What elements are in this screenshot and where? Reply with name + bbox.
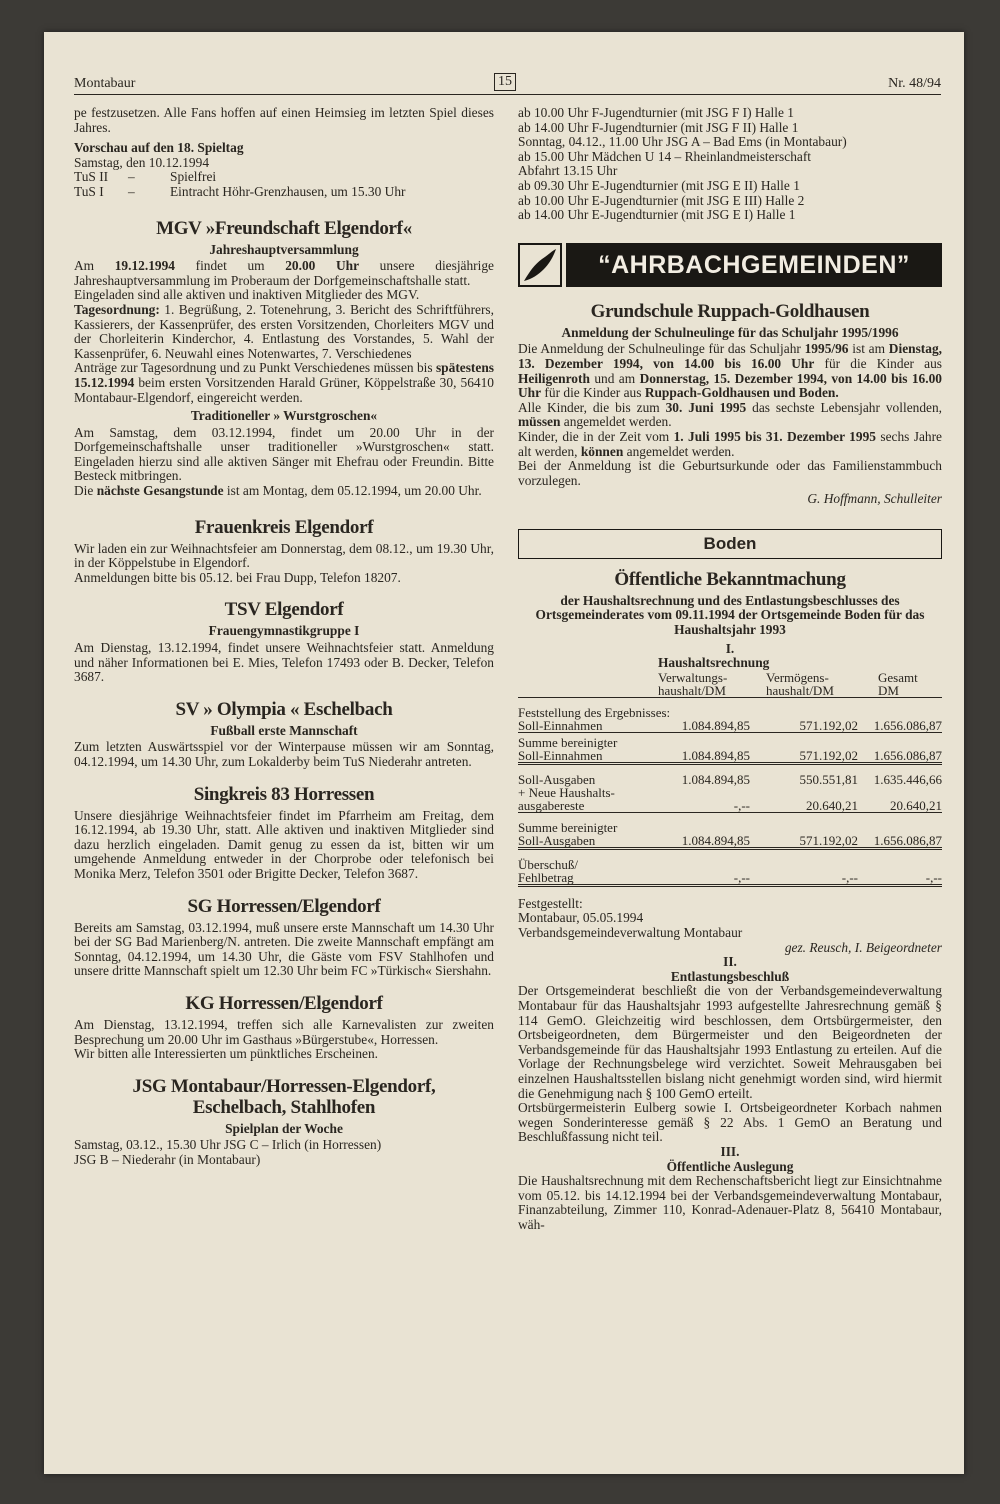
singkreis-title: Singkreis 83 Horressen xyxy=(193,783,375,805)
sv-paragraph: Zum letzten Auswärtsspiel vor der Winterpause müssen wir am Sonntag, 04.12.1994, um 14.30 Uhr, zum Lokalderby beim TuS Niederahr antreten. xyxy=(74,739,494,769)
preview-date: Samstag, den 10.12.1994 xyxy=(74,154,210,170)
text: ist am xyxy=(848,341,889,357)
fixture-text: Eintracht Höhr-Grenzhausen, um 15.30 Uhr xyxy=(170,183,406,199)
table-header-row xyxy=(518,671,942,698)
text-bold: Ruppach-Goldhausen und Boden. xyxy=(644,385,839,401)
header-town: Montabaur xyxy=(74,76,136,91)
display-paragraph: Die Haushaltsrechnung mit dem Rechenschaftsbericht liegt zur Einsichtnahme vom 05.12. bis 14.12.1994 bei der Verbandsgemeindeverwaltung Montabaur, Finanzabteilung, Zimmer 110, Konrad-Adenauer-Platz 8, 56410 Montabaur, wäh- xyxy=(518,1173,942,1232)
sg-paragraph: Bereits am Samstag, 03.12.1994, muß unsere erste Mannschaft um 14.30 Uhr bei der SG Bad Marienberg/N. antreten. Die zweite Mannschaft empfängt am Sonntag, 04.12.1994, um 14.30 Uhr, die Gäste vom FSV Stahlhofen und unsere dritte Mannschaft spielt um 12.30 Uhr beim FC »Türkisch« Siershahn. xyxy=(74,919,494,979)
sv-subtitle: Fußball erste Mannschaft xyxy=(210,722,358,738)
text: Die xyxy=(74,483,97,499)
text: 1. Begrüßung, 2. Totenehrung, 3. Bericht des Schriftführers, Kassierers, der Kassenprüfer, des ersten Vorsitzenden, Chorleiters MGV und der Chorleiterin Kinderchor, 4. Entlastung des Vorstandes, 5. Wahl der Kassenprüfer, 6. Neuwahl eines Notenwartes, 7. Verschiedenes xyxy=(74,301,494,361)
text: und am xyxy=(589,370,640,386)
text-bold: 19.12.1994 xyxy=(114,258,175,274)
cell-value: 20.640,21 xyxy=(858,799,942,813)
budget-table xyxy=(518,671,942,887)
row-label: ausgabereste xyxy=(518,799,650,813)
column-header: Verwaltungs- haushalt/DM xyxy=(650,671,750,698)
kg-paragraph: Am Dienstag, 13.12.1994, treffen sich alle Karnevalisten zur zweiten Besprechung um 20.00 Uhr im Gasthaus »Bürgerstube«, Horressen. xyxy=(74,1016,494,1047)
sv-title: SV » Olympia « Eschelbach xyxy=(175,698,393,720)
kg-title: KG Horressen/Elgendorf xyxy=(185,992,383,1014)
frauenkreis-title: Frauenkreis Elgendorf xyxy=(194,516,374,538)
cell-value: 1.656.086,87 xyxy=(858,749,942,764)
cell-value: -,-- xyxy=(650,799,750,813)
left-column xyxy=(74,106,494,1168)
deputy-signature: gez. Reusch, I. Beigeordneter xyxy=(784,939,942,955)
section-title: Entlastungsbeschluß xyxy=(670,968,790,984)
fixed-label: Festgestellt: xyxy=(518,895,583,911)
text-bold: 20.00 Uhr xyxy=(285,258,360,274)
section-numeral: I. xyxy=(725,640,735,656)
grundschule-paragraph xyxy=(518,342,942,400)
table-row xyxy=(518,749,942,764)
row-label: Soll-Einnahmen xyxy=(518,749,650,764)
fixture-team: TuS I xyxy=(74,183,104,199)
jsg-subtitle: Spielplan der Woche xyxy=(225,1120,343,1136)
grundschule-paragraph: Bei der Anmeldung ist die Geburtsurkunde oder das Familienstammbuch vorzulegen. xyxy=(518,458,942,488)
table-row xyxy=(518,773,942,786)
text-bold: spätestens 15.12.1994 xyxy=(74,360,494,390)
mgv-paragraph: Eingeladen sind alle aktiven und inaktiven Mitglieder des MGV. xyxy=(74,287,420,303)
page-header xyxy=(74,76,941,95)
region-logo-icon xyxy=(518,243,562,287)
schedule-line: ab 15.00 Uhr Mädchen U 14 – Rheinlandmeisterschaft xyxy=(518,148,812,164)
fixture-team: TuS II xyxy=(74,169,109,185)
table-row xyxy=(518,786,942,799)
cell-value: 1.084.894,85 xyxy=(650,749,750,764)
mgv-paragraph xyxy=(74,361,494,405)
text: ist am Montag, dem 05.12.1994, um 20.00 Uhr. xyxy=(223,483,482,499)
jsg-line: JSG B – Niederahr (in Montabaur) xyxy=(74,1151,261,1167)
frauenkreis-paragraph: Anmeldungen bitte bis 05.12. bei Frau Dupp, Telefon 18207. xyxy=(74,569,401,585)
frauenkreis-paragraph: Wir laden ein zur Weihnachtsfeier am Donnerstag, dem 08.12., um 19.30 Uhr, in der Köppelstube in Elgendorf. xyxy=(74,540,494,571)
announcement-title: Öffentliche Bekanntmachung xyxy=(614,568,846,590)
text-bold: Tagesordnung: xyxy=(74,301,160,317)
section-title: Haushaltsrechnung xyxy=(658,655,770,671)
section-numeral: II. xyxy=(723,954,737,970)
text-bold: müssen xyxy=(518,414,561,430)
issue-number: Nr. 48/94 xyxy=(888,76,941,91)
schedule-line: Sonntag, 04.12., 11.00 Uhr JSG A – Bad Ems (in Montabaur) xyxy=(518,134,847,150)
column-header: Vermögens- haushalt/DM xyxy=(750,671,858,698)
cell-value: 571.192,02 xyxy=(750,719,858,733)
table-row xyxy=(518,858,942,871)
tsv-title: TSV Elgendorf xyxy=(224,599,344,621)
row-label: Soll-Einnahmen xyxy=(518,719,650,733)
cell-value: 1.656.086,87 xyxy=(858,719,942,733)
table-row xyxy=(518,821,942,834)
cell-value: 550.551,81 xyxy=(799,771,858,787)
resolution-paragraph: Der Ortsgemeinderat beschließt die von der Verbandsgemeindeverwaltung Montabaur für das Haushaltsjahr 1993 aufgestellte Jahresrechnung gemäß § 114 GemO. Gleichzeitig wird beschlossen, dem Ortsbürgermeister, den Ortsbeigeordneten, dem Bürgermeister und den Beigeordneten der Verbandsgemeinde für das Haushaltsjahr 1993 Entlastung zu erteilen. Auf die Vorlage der Rechnungsbelege wird verzichtet. Soweit Mehrausgaben bei einzelnen Haushaltsstellen bislang nicht genehmigt worden sind, wird hiermit die Genehmigung nach § 100 GemO erteilt. xyxy=(518,983,942,1101)
preview-title: Vorschau auf den 18. Spieltag xyxy=(74,140,244,156)
text: sechs Jahre alt werden, xyxy=(518,428,943,459)
resolution-paragraph: Ortsbürgermeisterin Eulberg sowie I. Ortsbeigeordneter Korbach nahmen wegen Sonderinteresse gemäß § 22 Abs. 1 GemO an Beratung und Beschlußfassung nicht teil. xyxy=(518,1100,942,1145)
text-bold: Donnerstag, 15. Dezember 1994, von 14.00 bis 16.00 Uhr xyxy=(518,370,942,401)
mgv-subtitle: Jahreshauptversammlung xyxy=(209,241,359,257)
fixture-row xyxy=(74,170,494,185)
sg-title: SG Horressen/Elgendorf xyxy=(187,895,381,917)
fixture-row xyxy=(74,185,494,200)
text-bold: Heiligenroth xyxy=(518,370,590,386)
cell-value: 1.084.894,85 xyxy=(650,719,750,733)
administration: Verbandsgemeindeverwaltung Montabaur xyxy=(518,925,743,941)
text: das sechste Lebensjahr vollenden, xyxy=(746,399,943,415)
cell-value: 571.192,02 xyxy=(750,749,858,764)
text: Anträge zur Tagesordnung und zu Punkt Verschiedenes müssen bis xyxy=(74,360,436,376)
cell-value: 1.084.894,85 xyxy=(650,834,750,849)
schedule-line: ab 10.00 Uhr F-Jugendturnier (mit JSG F I) Halle 1 xyxy=(518,105,794,120)
row-label: Feststellung des Ergebnisses: xyxy=(518,704,671,720)
schedule-line: ab 14.00 Uhr F-Jugendturnier (mit JSG F II) Halle 1 xyxy=(518,119,799,135)
jsg-line: Samstag, 03.12., 15.30 Uhr JSG C – Irlich (in Horressen) xyxy=(74,1137,382,1153)
singkreis-paragraph: Unsere diesjährige Weihnachtsfeier findet im Pfarrheim am Freitag, dem 16.12.1994, ab 19.30 Uhr, statt. Alle aktiven und inaktiven Mitglieder sind dazu herzlich eingeladen. Damit genug zu essen da ist, bitten wir um umgehende Anmeldung entweder in der Chorprobe oder telefonisch bei Monika Merz, Telefon 3501 oder Brigitte Decker, Telefon 3687. xyxy=(74,807,494,881)
text: Alle Kinder, die bis zum xyxy=(518,399,666,415)
mgv-paragraph xyxy=(74,259,494,288)
text: unsere diesjährige Jahreshauptversammlung im Proberaum der Dorfgemeinschaftshalle statt. xyxy=(74,258,494,288)
cell-value: -,-- xyxy=(650,871,750,886)
row-label: + Neue Haushalts- xyxy=(518,784,615,800)
row-label: Summe bereinigter xyxy=(518,819,618,835)
text: Kinder, die in der Zeit vom xyxy=(518,428,674,444)
row-label: Überschuß/ xyxy=(518,856,578,872)
fixture-dash: – xyxy=(128,169,135,185)
mgv-agenda xyxy=(74,303,494,361)
cell-value: -,-- xyxy=(858,871,942,886)
mgv-paragraph: Am Samstag, dem 03.12.1994, findet um 20.00 Uhr in der Dorfgemeinschaftshalle unser traditioneller »Wurstgroschen« statt. Eingeladen hierzu sind alle aktiven Sänger mit Ehefrau oder Freundin. Bitte Besteck mitbringen. xyxy=(74,424,494,484)
column-header: Gesamt DM xyxy=(858,671,942,698)
section-banner xyxy=(518,243,942,287)
grundschule-signature: G. Hoffmann, Schulleiter xyxy=(807,491,942,507)
fixture-dash: – xyxy=(128,183,135,199)
text-bold: 30. Juni 1995 xyxy=(665,399,747,415)
announcement-subtitle: der Haushaltsrechnung und des Entlastungsbeschlusses des Ortsgemeinderates vom 09.11.1994 der Ortsgemeinde Boden für das Haushaltsjahr 1993 xyxy=(535,592,925,638)
row-label: Fehlbetrag xyxy=(518,871,650,886)
cell-value: 1.656.086,87 xyxy=(858,834,942,849)
tsv-paragraph: Am Dienstag, 13.12.1994, findet unsere Weihnachtsfeier statt. Anmeldung und näher Informationen bei E. Mies, Telefon 17493 oder B. Decker, Telefon 3687. xyxy=(74,640,494,685)
text: Am xyxy=(74,258,115,274)
newspaper-page xyxy=(44,32,964,1474)
grundschule-title: Grundschule Ruppach-Goldhausen xyxy=(590,300,870,322)
table-row xyxy=(518,834,942,849)
text: für die Kinder aus xyxy=(541,385,645,401)
text: beim ersten Vorsitzenden Harald Grüner, Köppelstraße 30, 56410 Montabaur-Elgendorf, eingereicht werden. xyxy=(74,374,494,405)
table-row xyxy=(518,799,942,813)
text-bold: Dienstag, 13. Dezember 1994, von 14.00 bis 16.00 Uhr xyxy=(518,341,942,371)
section-numeral: III. xyxy=(720,1143,740,1159)
grundschule-paragraph xyxy=(518,401,942,430)
mgv-subtitle-2: Traditioneller » Wurstgroschen« xyxy=(190,408,378,424)
table-row xyxy=(518,732,942,749)
schedule-line: ab 10.00 Uhr E-Jugendturnier (mit JSG E III) Halle 2 xyxy=(518,192,805,208)
text: findet um xyxy=(174,258,286,274)
preview-block xyxy=(74,141,494,199)
section-title: Öffentliche Auslegung xyxy=(666,1158,794,1174)
cell-value: -,-- xyxy=(750,871,858,886)
intro-text: pe festzusetzen. Alle Fans hoffen auf einen Heimsieg im letzten Spiel dieses Jahres. xyxy=(74,105,494,135)
text: Die Anmeldung der Schulneulinge für das Schuljahr xyxy=(518,341,805,357)
row-label: Summe bereinigter xyxy=(518,734,618,750)
row-label: Soll-Ausgaben xyxy=(518,771,596,787)
cell-value: 1.635.446,66 xyxy=(873,771,942,787)
schedule-line: ab 14.00 Uhr E-Jugendturnier (mit JSG E I) Halle 1 xyxy=(518,207,796,223)
schedule-line: ab 09.30 Uhr E-Jugendturnier (mit JSG E II) Halle 1 xyxy=(518,177,800,193)
table-row xyxy=(518,871,942,886)
table-row xyxy=(518,706,942,719)
cell-value: 571.192,02 xyxy=(750,834,858,849)
tsv-subtitle: Frauengymnastikgruppe I xyxy=(208,623,360,639)
schedule-line: Abfahrt 13.15 Uhr xyxy=(518,163,618,179)
text-bold: 1. Juli 1995 bis 31. Dezember 1995 xyxy=(673,428,876,444)
mgv-title: MGV »Freundschaft Elgendorf« xyxy=(156,217,412,239)
mgv-paragraph xyxy=(74,484,494,499)
text-bold: 1995/96 xyxy=(804,341,849,357)
right-column xyxy=(518,106,942,1233)
page-number: 15 xyxy=(494,73,516,91)
kg-paragraph: Wir bitten alle Interessierten um pünktliches Erscheinen. xyxy=(74,1046,378,1062)
table-row xyxy=(518,719,942,733)
grundschule-subtitle: Anmeldung der Schulneulinge für das Schuljahr 1995/1996 xyxy=(561,324,899,340)
boden-section-box: Boden xyxy=(518,529,942,559)
text-bold: nächste Gesangstunde xyxy=(96,483,224,499)
text-bold: können xyxy=(580,443,624,459)
banner-title: “AHRBACHGEMEINDEN” xyxy=(566,243,942,287)
row-label: Soll-Ausgaben xyxy=(518,834,650,849)
cell-value: 1.084.894,85 xyxy=(681,771,750,787)
fixture-text: Spielfrei xyxy=(170,169,217,185)
text: für die Kinder aus xyxy=(814,355,942,371)
cell-value: 20.640,21 xyxy=(750,799,858,813)
grundschule-paragraph xyxy=(518,430,942,459)
jsg-title: JSG Montabaur/Horressen-Elgendorf, Eschelbach, Stahlhofen xyxy=(132,1075,436,1118)
place-date: Montabaur, 05.05.1994 xyxy=(518,910,644,926)
text: angemeldet werden. xyxy=(560,414,672,430)
text: angemeldet werden. xyxy=(623,443,735,459)
